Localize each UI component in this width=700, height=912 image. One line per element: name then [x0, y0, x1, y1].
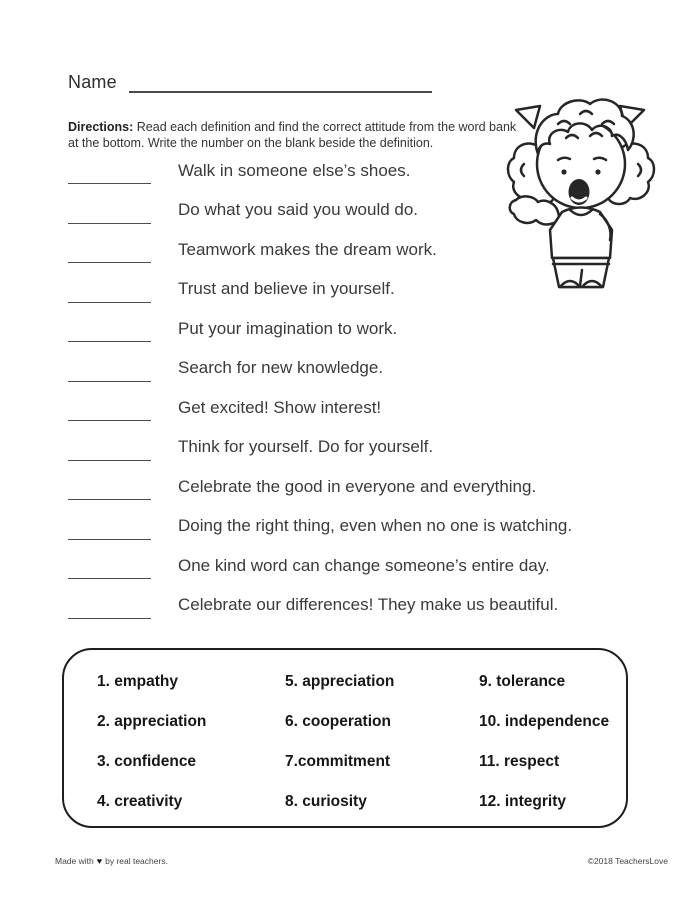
definition-text: Get excited! Show interest! [178, 397, 382, 417]
word-bank-column-3 [479, 662, 626, 826]
word-bank-item: 4. creativity [97, 793, 183, 810]
definition-row [68, 467, 648, 507]
word-bank-item: 9. tolerance [479, 673, 566, 690]
footer-credit [55, 856, 168, 866]
answer-blank-7[interactable] [68, 404, 151, 421]
definition-text: Think for yourself. Do for yourself. [178, 437, 434, 457]
answer-blank-1[interactable] [68, 167, 151, 184]
definition-text: One kind word can change someone’s entire day. [178, 555, 550, 575]
definition-row [68, 230, 648, 270]
name-blank[interactable] [129, 73, 432, 93]
answer-blank-5[interactable] [68, 325, 151, 342]
definition-row [68, 428, 648, 468]
name-row [68, 72, 432, 93]
word-bank-item: 7.commitment [285, 753, 391, 770]
definition-text: Walk in someone else’s shoes. [178, 160, 411, 180]
directions-label: Directions: [68, 119, 134, 134]
answer-blank-6[interactable] [68, 365, 151, 382]
footer-copyright: ©2018 TeachersLove [587, 856, 668, 866]
answer-blank-10[interactable] [68, 523, 151, 540]
definition-row [68, 270, 648, 310]
word-bank-item: 11. respect [479, 753, 560, 770]
definition-row [68, 388, 648, 428]
definition-row [68, 507, 648, 547]
word-bank-item: 1. empathy [97, 673, 178, 690]
definition-row [68, 586, 648, 626]
word-bank-item: 10. independence [479, 713, 610, 730]
footer-credit-prefix: Made with [55, 856, 94, 866]
definition-list [68, 151, 648, 625]
word-bank-item: 6. cooperation [285, 713, 391, 730]
definition-text: Do what you said you would do. [178, 200, 419, 220]
answer-blank-12[interactable] [68, 602, 151, 619]
definition-text: Teamwork makes the dream work. [178, 239, 437, 259]
answer-blank-4[interactable] [68, 286, 151, 303]
definition-row [68, 546, 648, 586]
definition-text: Search for new knowledge. [178, 358, 384, 378]
definition-text: Celebrate our differences! They make us beautiful. [178, 595, 559, 615]
directions-text: Read each definition and find the correct attitude from the word bank at the bottom. Write the number on the blank beside the definition. [68, 119, 517, 150]
answer-blank-9[interactable] [68, 483, 151, 500]
word-bank-item: 12. integrity [479, 793, 566, 810]
definition-row [68, 151, 648, 191]
definition-row [68, 309, 648, 349]
definition-row [68, 191, 648, 231]
word-bank-column-1 [97, 662, 285, 826]
definition-text: Put your imagination to work. [178, 318, 398, 338]
definition-text: Trust and believe in yourself. [178, 279, 395, 299]
word-bank-item: 5. appreciation [285, 673, 395, 690]
heart-icon: ♥ [96, 856, 103, 866]
word-bank-column-2 [285, 662, 479, 826]
name-label: Name [68, 72, 117, 92]
answer-blank-11[interactable] [68, 562, 151, 579]
word-bank-item: 2. appreciation [97, 713, 207, 730]
answer-blank-2[interactable] [68, 207, 151, 224]
directions [68, 119, 523, 152]
answer-blank-8[interactable] [68, 444, 151, 461]
definition-text: Doing the right thing, even when no one is watching. [178, 516, 573, 536]
word-bank-item: 3. confidence [97, 753, 197, 770]
word-bank-item: 8. curiosity [285, 793, 367, 810]
footer-credit-suffix: by real teachers. [105, 856, 168, 866]
answer-blank-3[interactable] [68, 246, 151, 263]
definition-text: Celebrate the good in everyone and everything. [178, 476, 537, 496]
word-bank [62, 648, 628, 828]
definition-row [68, 349, 648, 389]
